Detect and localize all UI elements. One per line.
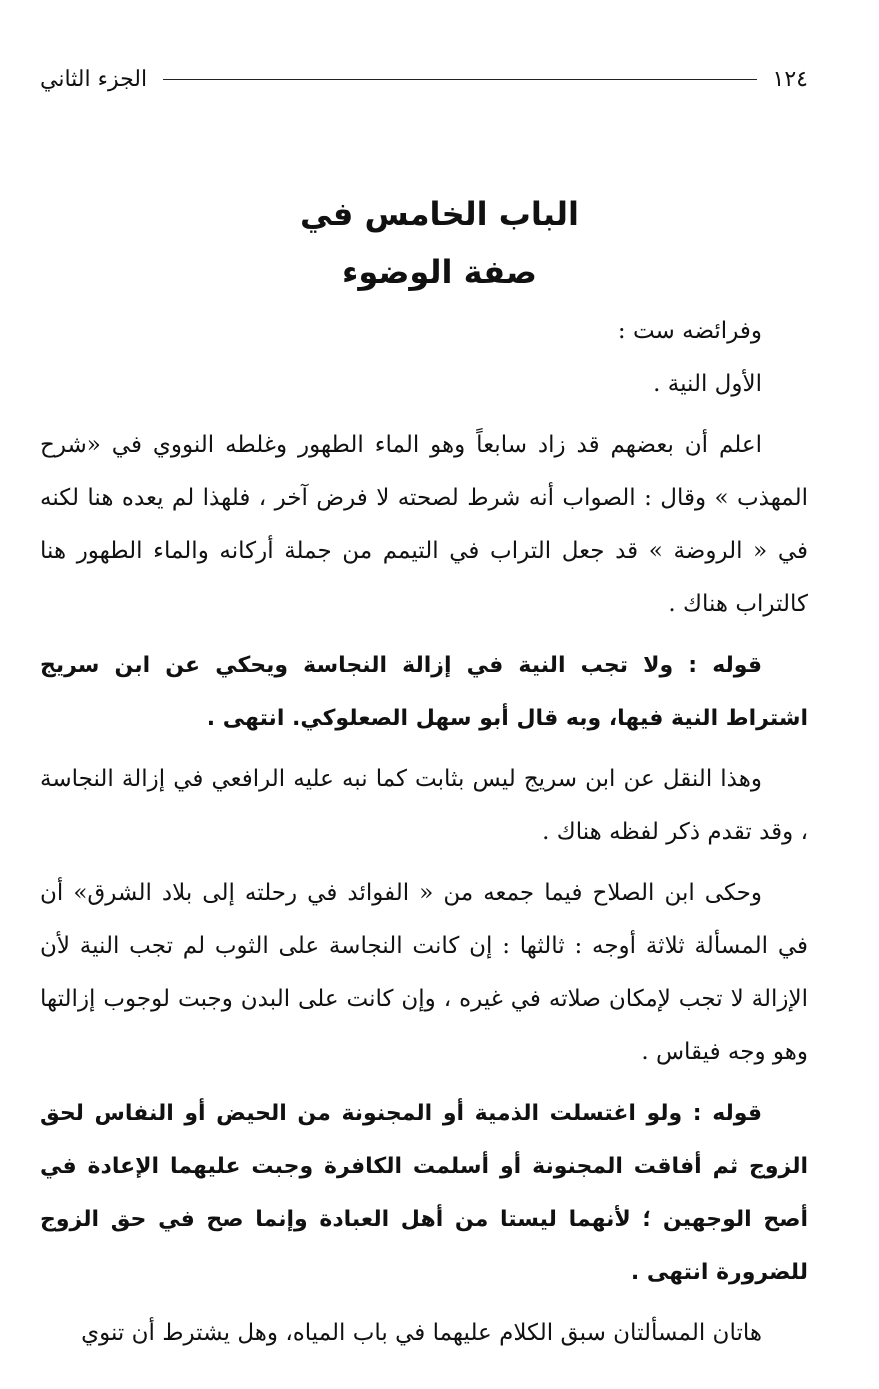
paragraph: وهذا النقل عن ابن سريج ليس بثابت كما نبه عليه الرافعي في إزالة النجاسة ، وقد تقدم ذكر لفظه هناك . — [40, 766, 808, 845]
body-text — [40, 305, 808, 1360]
chapter-heading — [0, 185, 879, 301]
page-number: ١٢٤ — [772, 66, 808, 92]
quoted-paragraph: قوله : ولا تجب النية في إزالة النجاسة ويحكي عن ابن سريج اشتراط النية فيها، وبه قال أبو سهل الصعلوكي. انتهى . — [40, 653, 808, 731]
quoted-paragraph: قوله : ولو اغتسلت الذمية أو المجنونة من الحيض أو النفاس لحق الزوج ثم أفاقت المجنونة أو أسلمت الكافرة وجبت عليهما الإعادة في أصح الوجهين ؛ لأنهما ليستا من أهل العبادة وإنما صح في حق الزوج للضرورة انتهى . — [40, 1101, 808, 1285]
paragraph: وفرائضه ست : — [617, 318, 762, 344]
paragraph: الأول النية . — [653, 371, 762, 397]
running-title: الجزء الثاني — [40, 66, 148, 92]
paragraph: اعلم أن بعضهم قد زاد سابعاً وهو الماء الطهور وغلطه النووي في «شرح المهذب » وقال : الصواب أنه شرط لصحته لا فرض آخر ، فلهذا لم يعده هنا لكنه في « الروضة » قد جعل التراب في التيمم من جملة أركانه والماء الطهور هنا كالتراب هناك . — [40, 432, 808, 617]
page-header — [40, 62, 808, 96]
paragraph: وحكى ابن الصلاح فيما جمعه من « الفوائد في رحلته إلى بلاد الشرق» أن في المسألة ثلاثة أوجه : ثالثها : إن كانت النجاسة على الثوب لم تجب النية لأن الإزالة لا تجب لإمكان صلاته في غيره ، وإن كانت على البدن وجبت لوجوب إزالتها وهو وجه فيقاس . — [40, 880, 808, 1065]
header-rule — [163, 79, 756, 80]
paragraph: هاتان المسألتان سبق الكلام عليهما في باب المياه، وهل يشترط أن تنوي — [81, 1320, 762, 1346]
chapter-title-line1: الباب الخامس في — [300, 195, 579, 233]
chapter-title-line2: صفة الوضوء — [342, 253, 537, 291]
